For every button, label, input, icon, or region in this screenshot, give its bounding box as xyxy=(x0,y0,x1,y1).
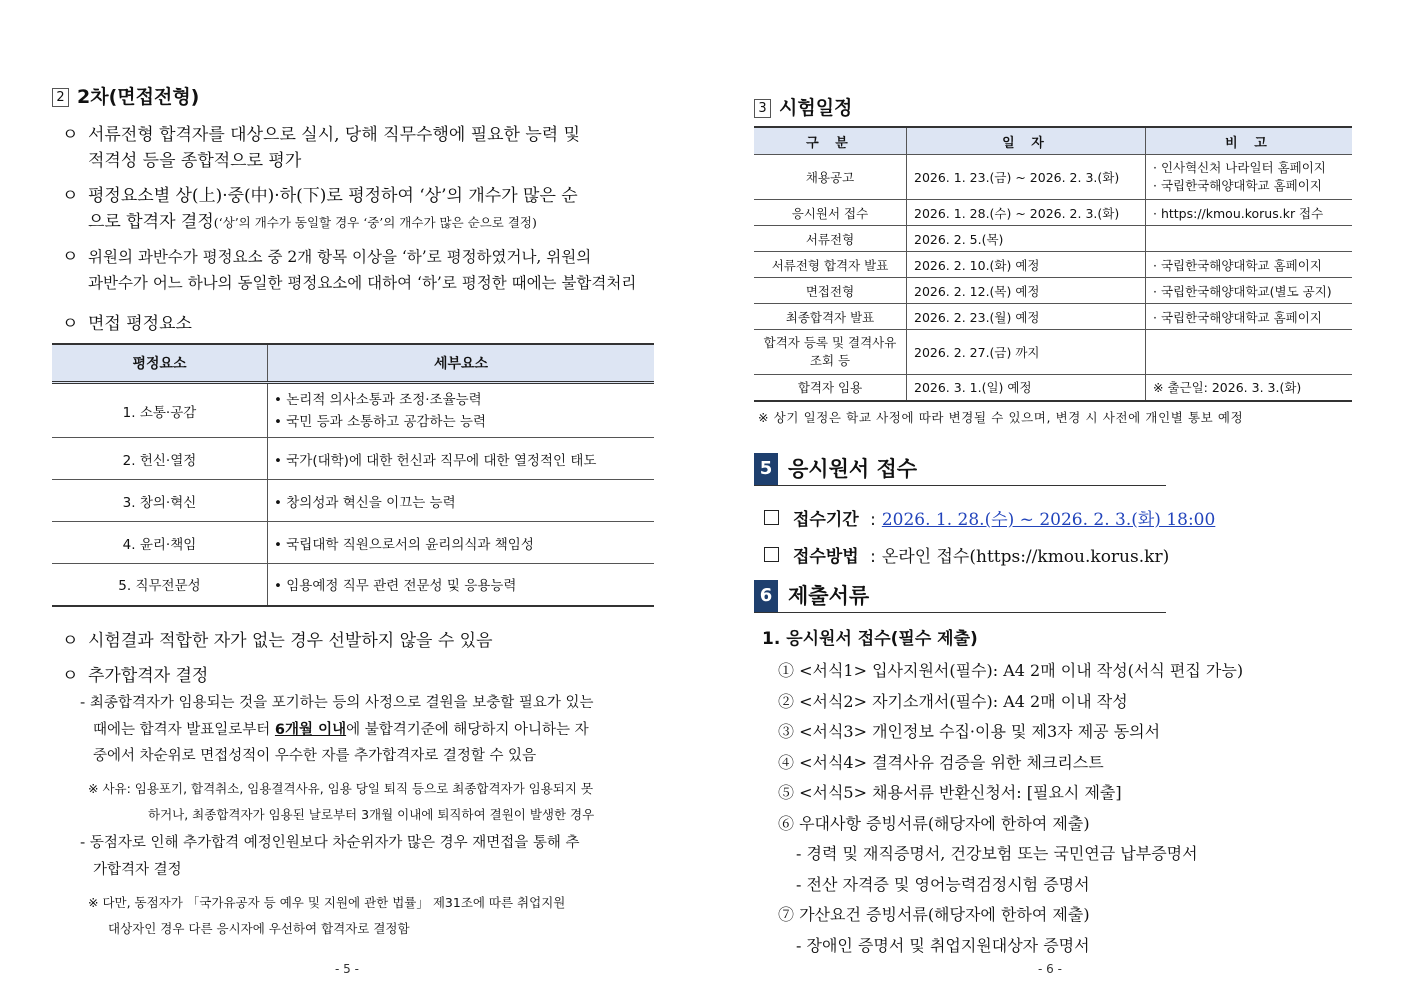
table-header: 구 분 xyxy=(754,127,907,155)
list-item: - 장애인 증명서 및 취업지원대상자 증명서 xyxy=(796,935,1090,955)
table-row: 서류전형 합격자 발표 2026. 2. 10.(화) 예정 · 국립한국해양대학교 홈페이지 xyxy=(754,252,1352,278)
list-item: ③ <서식3> 개인정보 수집·이용 및 제3자 제공 동의서 xyxy=(778,722,1161,741)
page-5 xyxy=(0,0,700,992)
table-row: 2. 헌신·열정 • 국가(대학)에 대한 헌신과 직무에 대한 열정적인 태도 xyxy=(52,438,654,480)
bullet-item: ㅇ 면접 평정요소 xyxy=(62,314,192,334)
table-row: 채용공고 2026. 1. 23.(금) ~ 2026. 2. 3.(화) · 인사혁신처 나라일터 홈페이지 · 국립한국해양대학교 홈페이지 xyxy=(754,155,1352,200)
table-row: 합격자 임용 2026. 3. 1.(일) 예정 ※ 출근일: 2026. 3. 3.(화) xyxy=(754,375,1352,401)
list-item: ⑥ 우대사항 증빙서류(해당자에 한하여 제출) xyxy=(778,813,1090,833)
section-number-box: 3 xyxy=(754,99,771,118)
bullet-item: ㅇ 위원의 과반수가 평정요소 중 2개 항목 이상을 ‘하’로 평정하였거나, 위원의 과반수가 어느 하나의 동일한 평정요소에 대하여 ‘하’로 평정한 때에는 불합격처리 xyxy=(62,247,637,292)
note-exception: ※ 다만, 동점자가 「국가유공자 등 예우 및 지원에 관한 법률」 제31조에 따른 취업지원 대상자인 경우 다른 응시자에 우선하여 합격자로 결정함 xyxy=(88,895,566,936)
table-row: 4. 윤리·책임 • 국립대학 직원으로서의 윤리의식과 책임성 xyxy=(52,522,654,564)
table-row: 최종합격자 발표 2026. 2. 23.(월) 예정 · 국립한국해양대학교 홈페이지 xyxy=(754,304,1352,330)
section-heading-interview xyxy=(52,82,199,109)
list-item: - 전산 자격증 및 영어능력검정시험 증명서 xyxy=(796,874,1090,894)
schedule-table xyxy=(754,126,1352,402)
section-title: 응시원서 접수 xyxy=(788,457,918,481)
table-row: 1. 소통·공감 • 논리적 의사소통과 조정·조율능력 • 국민 등과 소통하고 공감하는 능력 xyxy=(52,383,654,438)
section-number: 6 xyxy=(754,580,778,612)
section-title: 시험일정 xyxy=(779,97,853,119)
list-item: ① <서식1> 입사지원서(필수): A4 2매 이내 작성(서식 편집 가능) xyxy=(778,661,1244,680)
schedule-note: ※ 상기 일정은 학교 사정에 따라 변경될 수 있으며, 변경 시 사전에 개인별 통보 예정 xyxy=(758,410,1244,425)
section-title: 2차(면접전형) xyxy=(77,86,200,108)
application-period-link[interactable]: 2026. 1. 28.(수) ~ 2026. 2. 3.(화) 18:00 xyxy=(881,510,1216,530)
bullet-item: ㅇ 시험결과 적합한 자가 없는 경우 선발하지 않을 수 있음 xyxy=(62,631,493,651)
subheading-required: 1. 응시원서 접수(필수 제출) xyxy=(762,629,978,649)
table-row: 3. 창의·혁신 • 창의성과 혁신을 이끄는 능력 xyxy=(52,480,654,522)
table-row: 5. 직무전문성 • 임용예정 직무 관련 전문성 및 응용능력 xyxy=(52,564,654,606)
list-item: ② <서식2> 자기소개서(필수): A4 2매 이내 작성 xyxy=(778,691,1128,711)
table-row: 합격자 등록 및 결격사유 조회 등 2026. 2. 27.(금) 까지 xyxy=(754,330,1352,375)
table-row: 서류전형 2026. 2. 5.(목) xyxy=(754,226,1352,252)
evaluation-table xyxy=(52,343,654,607)
table-header: 비 고 xyxy=(1146,127,1353,155)
section-heading-application xyxy=(754,453,1166,486)
list-item: ⑤ <서식5> 채용서류 반환신청서: [필요시 제출] xyxy=(778,783,1122,802)
document-list xyxy=(778,656,1243,961)
table-row: 응시원서 접수 2026. 1. 28.(수) ~ 2026. 2. 3.(화) · https://kmou.korus.kr 접수 xyxy=(754,200,1352,226)
table-row: 면접전형 2026. 2. 12.(목) 예정 · 국립한국해양대학교(별도 공지) xyxy=(754,278,1352,304)
section-heading-schedule xyxy=(754,93,852,120)
list-item: ⑦ 가산요건 증빙서류(해당자에 한하여 제출) xyxy=(778,905,1090,924)
section-heading-documents xyxy=(754,580,1166,613)
page-number: - 6 - xyxy=(1038,962,1062,976)
list-item: ④ <서식4> 결격사유 검증을 위한 체크리스트 xyxy=(778,752,1104,772)
checkbox-square-icon xyxy=(764,510,779,525)
bullet-item: ㅇ 추가합격자 결정 xyxy=(62,666,209,686)
table-header: 평정요소 xyxy=(52,344,268,383)
table-header: 세부요소 xyxy=(268,344,655,383)
note-reason: ※ 사유: 임용포기, 합격취소, 임용결격사유, 임용 당일 퇴직 등으로 최종합격자가 임용되지 못 하거나, 최종합격자가 임용된 날로부터 3개월 이내에 퇴직하여 결원이 발생한 경우 xyxy=(88,781,595,822)
section-number: 5 xyxy=(754,453,778,485)
page-number: - 5 - xyxy=(335,962,359,976)
additional-dash-1: - 최종합격자가 임용되는 것을 포기하는 등의 사정으로 결원을 보충할 필요가 있는 때에는 합격자 발표일로부터 6개월 이내에 불합격기준에 해당하지 아니하는 자 중에서 차순위로 면접성적이 우수한 자를 추가합격자로 결정할 수 있음 xyxy=(80,695,594,764)
checkbox-square-icon xyxy=(764,547,779,562)
bullet-item: ㅇ 평정요소별 상(上)·중(中)·하(下)로 평정하여 ‘상’의 개수가 많은 순 으로 합격자 결정(‘상’의 개수가 동일할 경우 ‘중’의 개수가 많은 순으로 결정) xyxy=(62,186,578,232)
table-header: 일 자 xyxy=(907,127,1146,155)
section-title: 제출서류 xyxy=(788,584,870,608)
page-6 xyxy=(700,0,1403,992)
list-item: - 경력 및 재직증명서, 건강보험 또는 국민연금 납부증명서 xyxy=(796,844,1198,863)
application-method: 접수방법 : 온라인 접수(https://kmou.korus.kr) xyxy=(764,542,1169,567)
section-number-box: 2 xyxy=(52,88,69,107)
application-period: 접수기간 : 2026. 1. 28.(수) ~ 2026. 2. 3.(화) 18:00 xyxy=(764,505,1215,530)
bullet-item: ㅇ 서류전형 합격자를 대상으로 실시, 당해 직무수행에 필요한 능력 및 적격성 등을 종합적으로 평가 xyxy=(62,125,581,171)
additional-dash-2: - 동점자로 인해 추가합격 예정인원보다 차순위자가 많은 경우 재면접을 통해 추 가합격자 결정 xyxy=(80,835,580,878)
